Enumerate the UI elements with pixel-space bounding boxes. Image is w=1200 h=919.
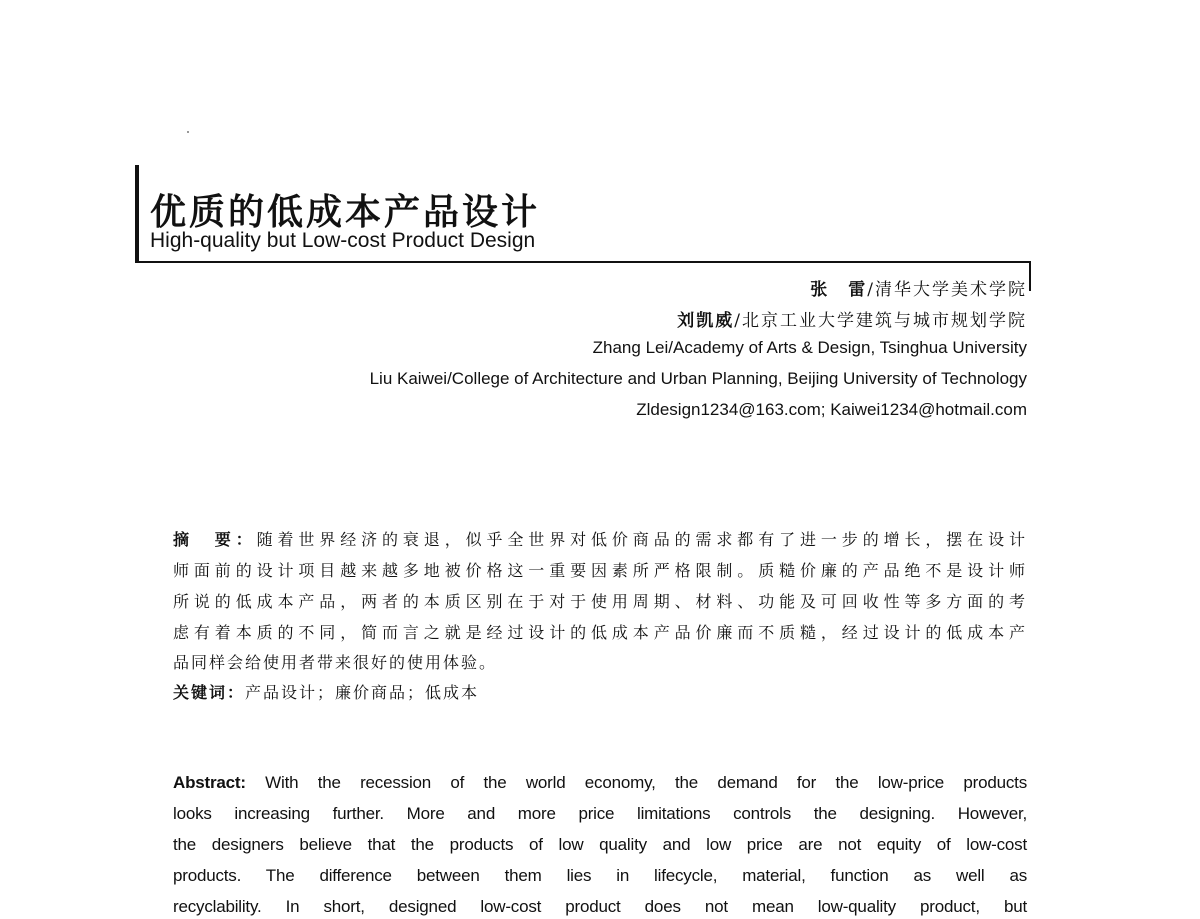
abstract-cn-line: 品同样会给使用者带来很好的使用体验。 [173,653,498,672]
title-rule [135,261,1031,263]
author-en-2: Liu Kaiwei/College of Architecture and Urban Planning, Beijing University of Technology [369,369,1027,388]
abstract-en-label: Abstract: [173,773,246,792]
title-english: High-quality but Low-cost Product Design [150,229,536,252]
abstract-cn-line: 师面前的设计项目越来越多地被价格这一重要因素所严格限制。质糙价廉的产品绝不是设计师 [173,561,1027,580]
abstract-cn-line: 虑有着本质的不同，简而言之就是经过设计的低成本产品价廉而不质糙，经过设计的低成本产 [173,623,1027,642]
author-affiliation: /北京工业大学建筑与城市规划学院 [734,311,1027,331]
abstract-en-line: products. The difference between them lies in lifecycle, material, function as well as [173,866,1027,885]
author-name: 刘凯威 [677,311,735,331]
keywords-cn [173,681,1027,705]
title-bar [135,165,139,263]
title-rule-tick [1029,261,1031,291]
author-name: 张 雷 [810,280,868,300]
abstract-cn-label: 摘 要： [173,530,257,549]
keywords-text: 产品设计；廉价商品；低成本 [245,683,480,702]
abstract-en-line: the designers believe that the products of low quality and low price are not equity of low-cost [173,835,1027,854]
author-2 [677,306,1027,331]
keywords-label: 关键词： [173,683,246,702]
abstract-cn-line: 摘 要：随着世界经济的衰退，似乎全世界对低价商品的需求都有了进一步的增长，摆在设计 [173,530,1027,549]
abstract-en-line: recyclability. In short, designed low-cost product does not mean low-quality product, but [173,897,1027,916]
author-emails: Zldesign1234@163.com; Kaiwei1234@hotmail.com [636,400,1027,419]
abstract-cn-line: 所说的低成本产品，两者的本质区别在于对于使用周期、材料、功能及可回收性等多方面的考 [173,592,1027,611]
author-en-1: Zhang Lei/Academy of Arts & Design, Tsinghua University [592,338,1027,357]
scan-speck [187,131,189,133]
title-chinese: 优质的低成本产品设计 [150,192,541,233]
abstract-en-line: Abstract: With the recession of the world economy, the demand for the low-price products [173,773,1027,792]
abstract-en-line: looks increasing further. More and more price limitations controls the designing. However, [173,804,1027,823]
author-affiliation: /清华大学美术学院 [867,280,1027,300]
author-1 [810,275,1027,300]
